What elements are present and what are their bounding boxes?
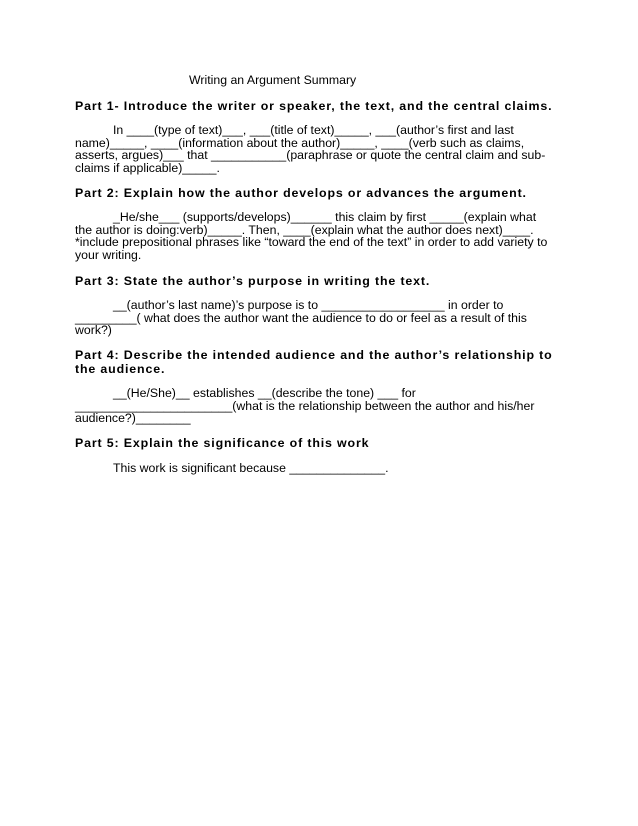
- part-2-line: *include prepositional phrases like “toward the end of the text” in order to add variety to: [75, 235, 548, 250]
- part-1-line: In ____(type of text)___, ___(title of text)_____, ___(author’s first and last: [113, 123, 514, 137]
- part-4-heading: [75, 348, 575, 376]
- part-4-line: _______________________(what is the relationship between the author and his/her: [75, 398, 535, 413]
- part-3-body: [75, 299, 575, 337]
- part-5-heading: Part 5: Explain the significance of this work: [75, 436, 370, 450]
- part-2-line: _He/she___ (supports/develops)______ this claim by first _____(explain what: [113, 210, 537, 224]
- part-3-line: __(author’s last name)’s purpose is to __________________ in order to: [113, 298, 504, 312]
- part-1-line: name)_____, ____(information about the author)_____, ____(verb such as claims,: [75, 135, 525, 150]
- part-1-line: claims if applicable)_____.: [75, 161, 220, 176]
- part-1-body: [75, 124, 575, 175]
- part-3-line: work?): [75, 323, 112, 338]
- part-2-body: [75, 211, 575, 262]
- document-title: Writing an Argument Summary: [189, 73, 357, 87]
- part-4-heading-line: Part 4: Describe the intended audience and the author’s relationship to: [75, 348, 553, 362]
- part-1-line: asserts, argues)___ that ___________(paraphrase or quote the central claim and sub-: [75, 148, 546, 163]
- part-2-line: the author is doing:verb)_____. Then, ____(explain what the author does next)____.: [75, 222, 534, 237]
- part-4-line: audience?)________: [75, 411, 191, 426]
- part-4-line: __(He/She)__ establishes __(describe the tone) ___ for: [113, 386, 416, 400]
- part-5-body: [75, 462, 575, 475]
- part-4-heading-line: the audience.: [75, 362, 166, 376]
- part-2-heading: Part 2: Explain how the author develops or advances the argument.: [75, 186, 527, 200]
- part-3-heading: Part 3: State the author’s purpose in writing the text.: [75, 274, 431, 288]
- part-5-line: This work is significant because ______________.: [113, 461, 389, 475]
- part-3-line: _________( what does the author want the audience to do or feel as a result of this: [75, 310, 527, 325]
- part-2-line: your writing.: [75, 248, 142, 263]
- part-4-body: [75, 387, 575, 425]
- part-1-heading: Part 1- Introduce the writer or speaker, the text, and the central claims.: [75, 99, 553, 113]
